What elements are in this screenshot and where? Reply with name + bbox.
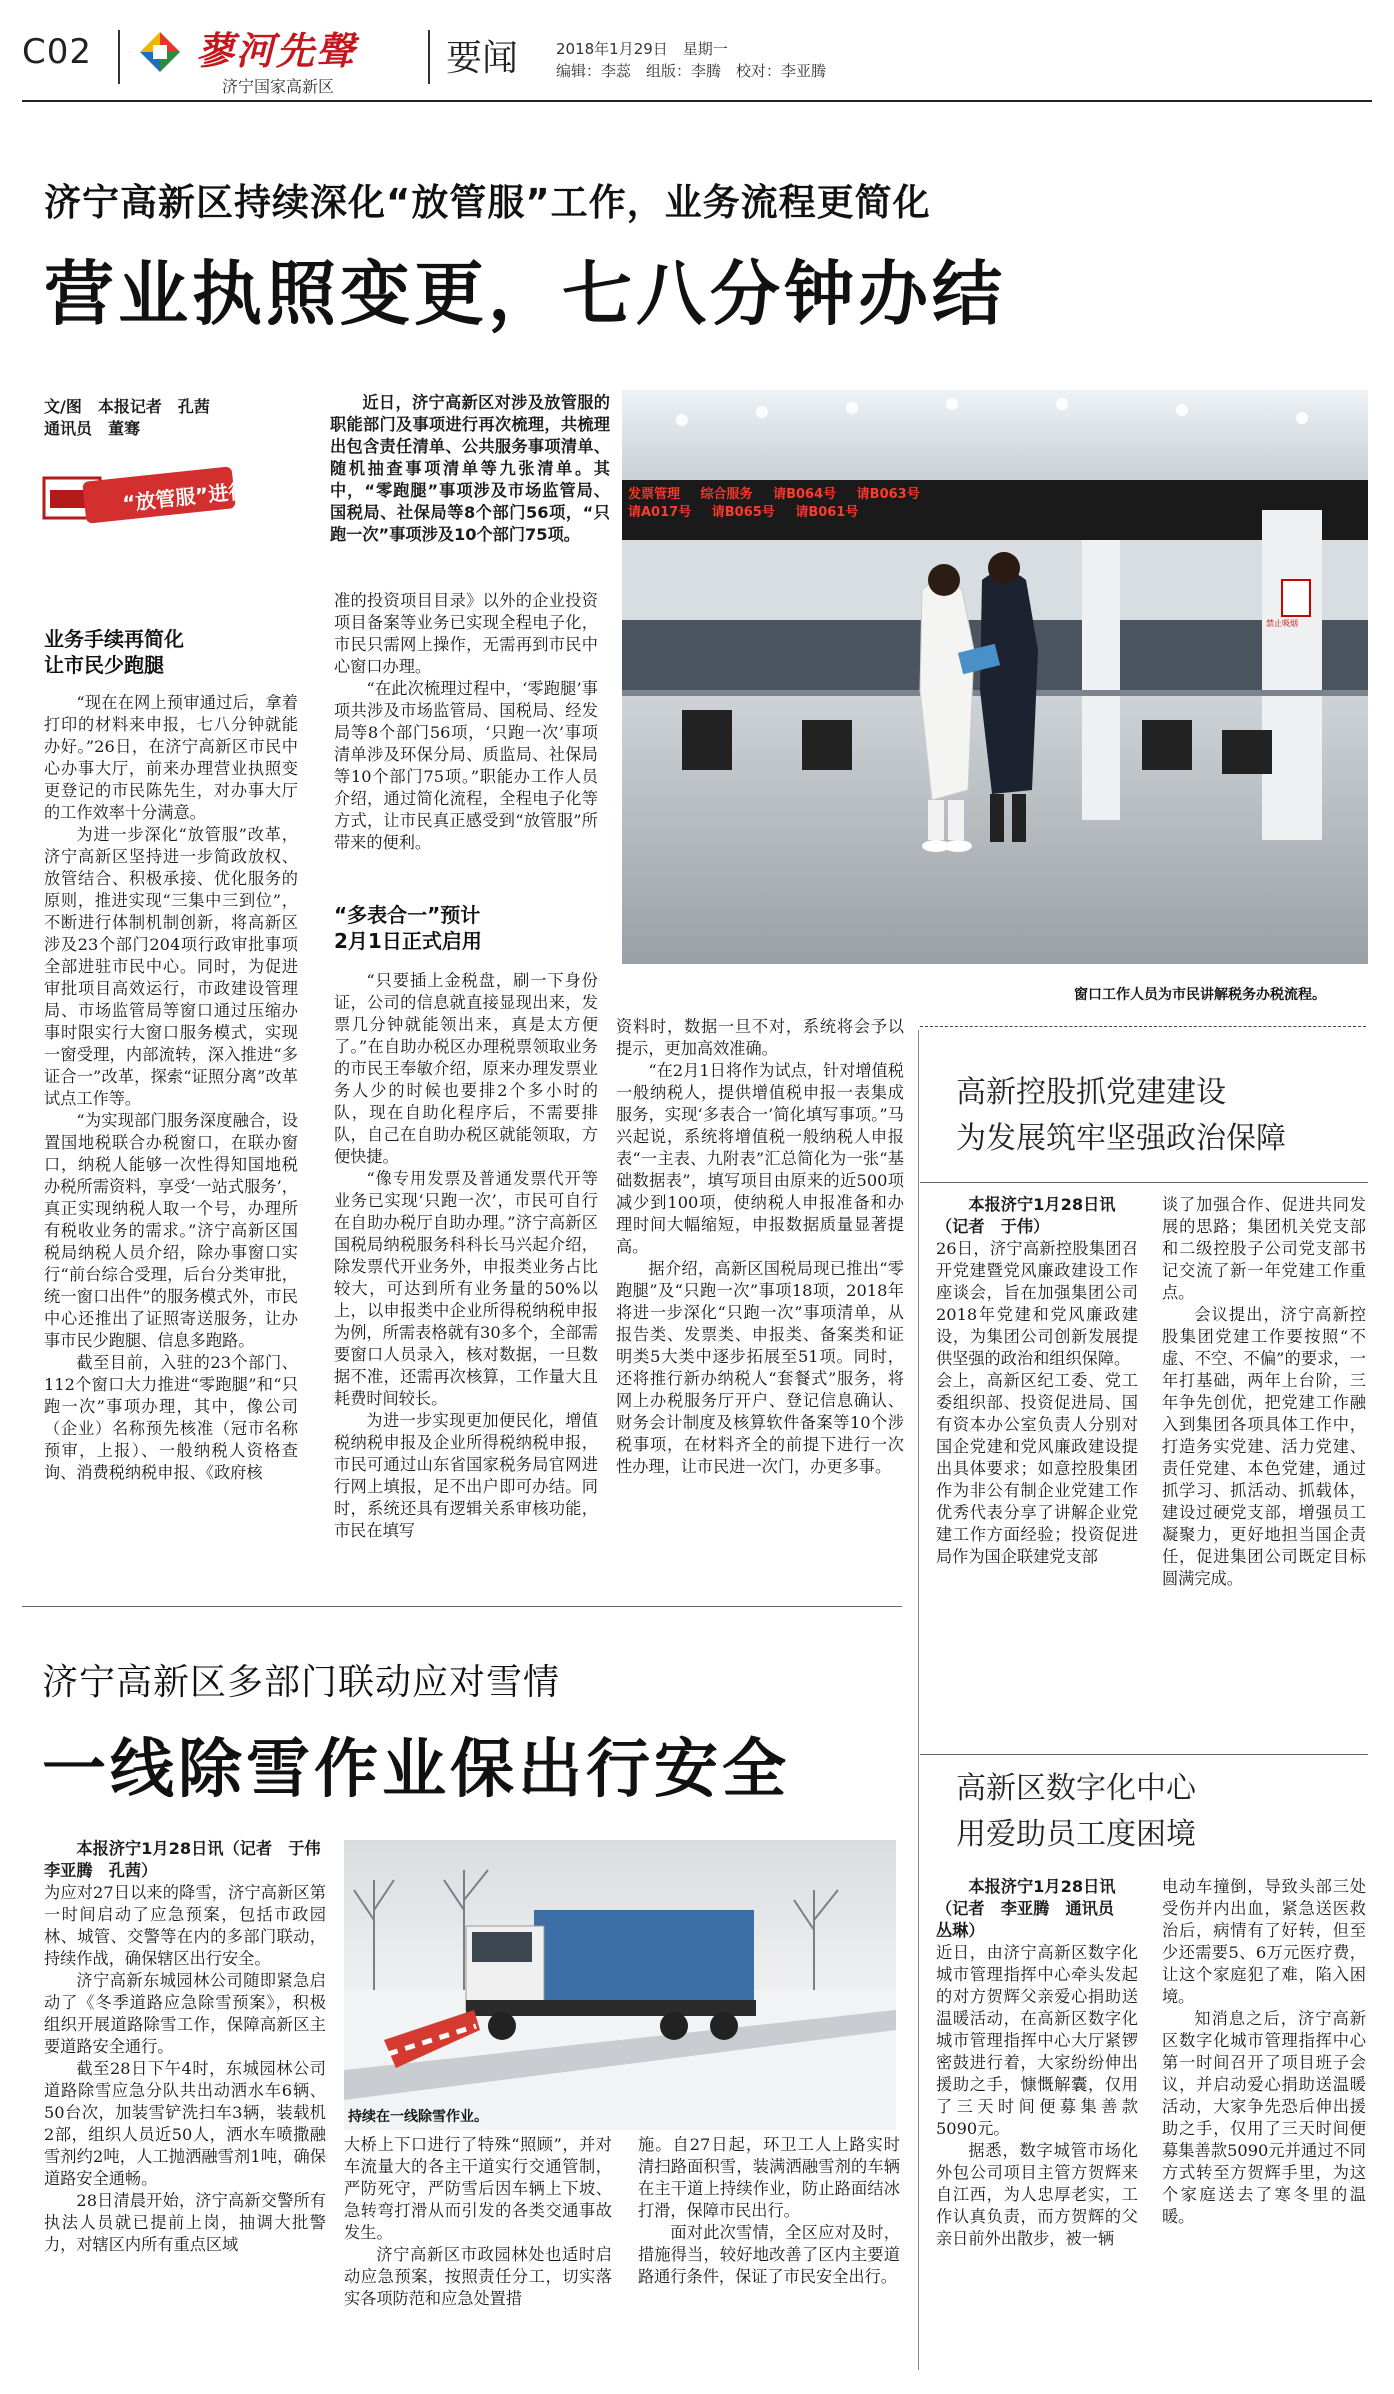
paragraph: 为应对27日以来的降雪，济宁高新区第一时间启动了应急预案，包括市政园林、城管、交警等在内的多部门联动，持续作战，确保辖区出行安全。: [44, 1883, 326, 1968]
led-ticket-5: 请B061号: [795, 505, 859, 520]
paragraph: 截至28日下午4时，东城园林公司道路除雪应急分队共出动洒水车6辆、50台次，加装雪铲洗扫车3辆，装载机2部，组织人员近50人，洒水车喷撒融雪剂约2吨，人工抛洒融雪剂1吨，确保道路安全通畅。: [44, 2059, 326, 2188]
snow-plow-photo: [344, 1840, 896, 2130]
paragraph: “只要插上金税盘，刷一下身份证，公司的信息就直接显现出来，发票几分钟就能领出来，真是太方便了。”在自助办税区办理税票领取业务的市民王奉敏介绍，原来办理发票业务人少的时候也要排2个多小时的队，现在自助化程序后，不需要排队，自己在自助办税区就能领取，方便快捷。: [334, 971, 598, 1166]
article1-col3: [616, 1016, 904, 1586]
paragraph: “在此次梳理过程中，‘零跑腿’事项共涉及市场监管局、国税局、经发局等8个部门56项，‘只跑一次’事项清单涉及环保分局、质监局、社保局等10个部门75项。”职能办工作人员介绍，通过简化流程，全程电子化等方式，让市民真正感受到“放管服”所带来的便利。: [334, 679, 598, 852]
masthead-rule: [22, 100, 1372, 102]
masthead-divider-2: [428, 30, 430, 84]
fangguanfu-logo-text: “放管服”进行时: [121, 476, 270, 516]
paragraph: 济宁高新区市政园林处也适时启动应急预案，按照责任分工，切实落实各项防范和应急处置措: [344, 2245, 612, 2308]
paragraph: 会上，高新区纪工委、党工委组织部、投资促进局、国有资本办公室负责人分别对国企党建和党风廉政建设提出具体要求；如意控股集团作为非公有制企业党建工作优秀代表分享了讲解企业党建工作方面经验；投资促进局作为国企联建党支部: [936, 1371, 1138, 1566]
led-label-1: 发票管理: [628, 487, 681, 502]
paragraph: “为实现部门服务深度融合，设置国地税联合办税窗口，在联办窗口，纳税人能够一次性得知国地税办税所需资料，享受‘一站式服务’，真正实现纳税人取一个号，办理所有税收业务的需求。”济宁高新区国税局纳税人员介绍，除办事窗口实行“前台综合受理，后台分类审批，统一窗口出件”的服务模式外，市民中心还推出了证照寄送服务，让办事市民少跑腿、信息多跑路。: [44, 1111, 298, 1350]
article1-col2b: [334, 970, 598, 1590]
paragraph: 面对此次雪情，全区应对及时，措施得当，较好地改善了区内主要道路通行条件，保证了市民安全出行。: [638, 2223, 900, 2286]
paragraph: “像专用发票及普通发票代开等业务已实现‘只跑一次’，市民可自行在自助办税厅自助办理。”济宁高新区国税局纳税服务科科长马兴起介绍，除发票代开业务外，申报类业务占比较大，可达到所有业务量的50%以上，以申报类中企业所得税纳税申报为例，所需表格就有30多个，全部需要窗口人员录入，核对数据，一旦数据不准，还需再次核算，工作量大且耗费时间较长。: [334, 1169, 598, 1408]
led-board: [622, 482, 1368, 538]
paper-logo-icon: [138, 30, 182, 74]
snow-plow-photo-caption: 持续在一线除雪作业。: [348, 2109, 488, 2125]
paragraph: 谈了加强合作、促进共同发展的思路；集团机关党支部和二级控股子公司党支部书记交流了新一年党建工作重点。: [1162, 1195, 1366, 1302]
article1-byline-2: 通讯员 董骞: [44, 419, 141, 438]
section-name: 要闻: [446, 38, 519, 79]
paragraph: 济宁高新东城园林公司随即紧急启动了《冬季道路应急除雪预案》，积极组织开展道路除雪工作，保障高新区主要道路安全通行。: [44, 1971, 326, 2056]
paragraph: 26日，济宁高新控股集团召开党建暨党风廉政建设工作座谈会，旨在加强集团公司2018年党建和党风廉政建设，为集团公司创新发展提供坚强的政治和组织保障。: [936, 1239, 1138, 1368]
tax-hall-photo: [622, 390, 1368, 964]
article2-headline: 高新控股抓党建建设 为发展筑牢坚强政治保障: [956, 1075, 1286, 1156]
paragraph: 知消息之后，济宁高新区数字化城市管理指挥中心第一时间召开了项目班子会议，并启动爱心捐助送温暖活动，大家争先恐后伸出援助之手，仅用了三天时间便募集善款5090元并通过不同方式转至方贺辉手里，为这个家庭送去了寒冬里的温暖。: [1162, 2009, 1366, 2226]
paragraph: 据介绍，高新区国税局现已推出“零跑腿”及“只跑一次”事项18项，2018年将进一步深化“只跑一次”事项清单，从报告类、发票类、申报类、备案类和证明类5大类中逐步拓展至51项。同时，还将推行新办纳税人“套餐式”服务，将网上办税服务厅开户、登记信息确认、财务会计制度及核算软件备案等10个涉税事项，在材料齐全的前提下进行一次性办理，让市民进一次门，办更多事。: [616, 1259, 904, 1476]
issue-date: 2018年1月29日 星期一: [556, 40, 728, 58]
article1-kicker: 济宁高新区持续深化“放管服”工作，业务流程更简化: [44, 181, 931, 224]
article2-bottom-rule: [920, 1754, 1368, 1755]
article3-top-rule: [22, 1606, 902, 1607]
paragraph: 施。自27日起，环卫工人上路实时清扫路面积雪，装满洒融雪剂的车辆在主干道上持续作业，防止路面结冰打滑，保障市民出行。: [638, 2135, 900, 2220]
led-ticket-4: 请B065号: [711, 505, 775, 520]
article2-col1: [936, 1194, 1138, 1754]
article4-lead: 本报济宁1月28日讯（记者 李亚腾 通讯员 丛琳）: [936, 1877, 1131, 1940]
article1-headline: 营业执照变更，七八分钟办结: [44, 253, 1006, 335]
article3-lead: 本报济宁1月28日讯（记者 于伟 李亚腾 孔茜）: [44, 1839, 337, 1880]
paper-subtitle: 济宁国家高新区: [222, 77, 335, 96]
caption-rule: [920, 1026, 1366, 1027]
article2-col2: [1162, 1194, 1366, 1754]
article3-col3: [638, 2134, 900, 2374]
led-ticket-2: 请B063号: [856, 487, 920, 502]
paper-name: 蓼河先聲: [196, 28, 357, 73]
paragraph: 大桥上下口进行了特殊“照顾”，并对车流量大的各主干道实行交通管制，严防死守，严防雪后因车辆上下坡、急转弯打滑从而引发的各类交通事故发生。: [344, 2135, 612, 2242]
paragraph: 会议提出，济宁高新控股集团党建工作要按照“不虚、不空、不偏”的要求，一年打基础，两年上台阶，三年争先创优，把党建工作融入到集团各项具体工作中，打造务实党建、活力党建、责任党建、本色党建，通过抓学习、抓活动、抓载体，建设过硬党支部，增强员工凝聚力，更好地担当国企责任，促进集团公司既定目标圆满完成。: [1162, 1305, 1366, 1588]
article2-top-rule: [920, 1182, 1368, 1183]
paragraph: 28日清晨开始，济宁高新交警所有执法人员就已提前上岗，抽调大批警力，对辖区内所有重点区域: [44, 2191, 326, 2254]
article3-kicker: 济宁高新区多部门联动应对雪情: [42, 1662, 561, 1703]
led-label-2: 综合服务: [700, 487, 753, 502]
article4-col2: [1162, 1876, 1366, 2376]
article1-byline-1: 文/图 本报记者 孔茜: [44, 397, 210, 416]
tax-hall-photo-caption: 窗口工作人员为市民讲解税务办税流程。: [1074, 987, 1326, 1003]
led-ticket-1: 请B064号: [773, 487, 837, 502]
paragraph: 准的投资项目目录》以外的企业投资项目备案等业务已实现全程电子化，市民只需网上操作，无需再到市民中心窗口办理。: [334, 591, 598, 676]
article3-headline: 一线除雪作业保出行安全: [42, 1733, 790, 1807]
editor-credits: 编辑：李蕊 组版：李腾 校对：李亚腾: [556, 62, 827, 80]
article3-col1: [44, 1838, 337, 2378]
article4-col1: [936, 1876, 1138, 2376]
paragraph: 据悉，数字城管市场化外包公司项目主管方贺辉来自江西，为人忠厚老实，工作认真负责，而方贺辉的父亲日前外出散步，被一辆: [936, 2141, 1138, 2248]
article1-subhead-2: “多表合一”预计 2月1日正式启用: [334, 903, 482, 953]
paragraph: “在2月1日将作为试点，针对增值税一般纳税人，提供增值税申报一表集成服务，实现‘多表合一’简化填写事项。”马兴起说，系统将增值税一般纳税人申报表“一主表、九附表”汇总简化为一张“基础数据表”，填写项目由原来的近500项减少到100项，使纳税人申报准备和办理时间大幅缩短，申报数据质量显著提高。: [616, 1061, 904, 1256]
paragraph: 电动车撞倒，导致头部三处受伤并内出血，紧急送医救治后，病情有了好转，但至少还需要5、6万元医疗费，让这个家庭犯了难，陷入困境。: [1162, 1877, 1366, 2006]
vertical-divider: [918, 1030, 919, 2370]
page-number: C02: [22, 32, 93, 72]
no-smoking-sign: 禁止吸烟: [1266, 619, 1298, 628]
fangguanfu-logo: [44, 470, 274, 524]
paragraph: 为进一步深化“放管服”改革，济宁高新区坚持进一步简政放权、放管结合、积极承接、优化服务的原则，推进实现“三集中三到位”，不断进行体制机制创新，将高新区涉及23个部门204项行政审批事项全部进驻市民中心。同时，为促进审批项目高效运行，市政建设管理局、市场监管局等窗口通过压缩办事时限实行大窗口服务模式，实现一窗受理，内部流转，深入推进“多证合一”改革，探索“证照分离”改革试点工作等。: [44, 825, 298, 1108]
led-ticket-3: 请A017号: [628, 505, 692, 520]
article1-col1: [44, 692, 298, 1588]
paragraph: 为进一步实现更加便民化，增值税纳税申报及企业所得税纳税申报，市民可通过山东省国家税务局官网进行网上填报，足不出户即可办结。同时，系统还具有逻辑关系审核功能，市民在填写: [334, 1411, 598, 1540]
masthead-divider: [118, 30, 120, 84]
paragraph: 资料时，数据一旦不对，系统将会予以提示，更加高效准确。: [616, 1017, 904, 1058]
paragraph: 截至目前，入驻的23个部门、112个窗口大力推进“零跑腿”和“只跑一次”事项办理，其中，像公司（企业）名称预先核准（冠市名称预审，上报）、一般纳税人资格查询、消费税纳税申报、《政府核: [44, 1353, 298, 1482]
article4-headline: 高新区数字化中心 用爱助员工度困境: [956, 1771, 1196, 1852]
paragraph: 近日，由济宁高新区数字化城市管理指挥中心牵头发起的对方贺辉父亲爱心捐助送温暖活动，在高新区数字化城市管理指挥中心大厅紧锣密鼓进行着，大家纷纷伸出援助之手，慷慨解囊，仅用了三天时间便募集善款5090元。: [936, 1943, 1138, 2138]
article1-col2: [334, 590, 598, 890]
article3-col2: [344, 2134, 612, 2374]
article1-subhead-1: 业务手续再简化 让市民少跑腿: [44, 627, 184, 677]
article1-lead: 近日，济宁高新区对涉及放管服的职能部门及事项进行再次梳理，共梳理出包含责任清单、公共服务事项清单、随机抽查事项清单等九张清单。其中，“零跑腿”事项涉及市场监管局、国税局、社保局等8个部门56项，“只跑一次”事项涉及10个部门75项。: [330, 393, 610, 544]
article2-lead: 本报济宁1月28日讯（记者 于伟）: [936, 1195, 1116, 1236]
paragraph: “现在在网上预审通过后，拿着打印的材料来申报，七八分钟就能办好。”26日，在济宁高新区市民中心办事大厅，前来办理营业执照变更登记的市民陈先生，对办事大厅的工作效率十分满意。: [44, 693, 298, 822]
